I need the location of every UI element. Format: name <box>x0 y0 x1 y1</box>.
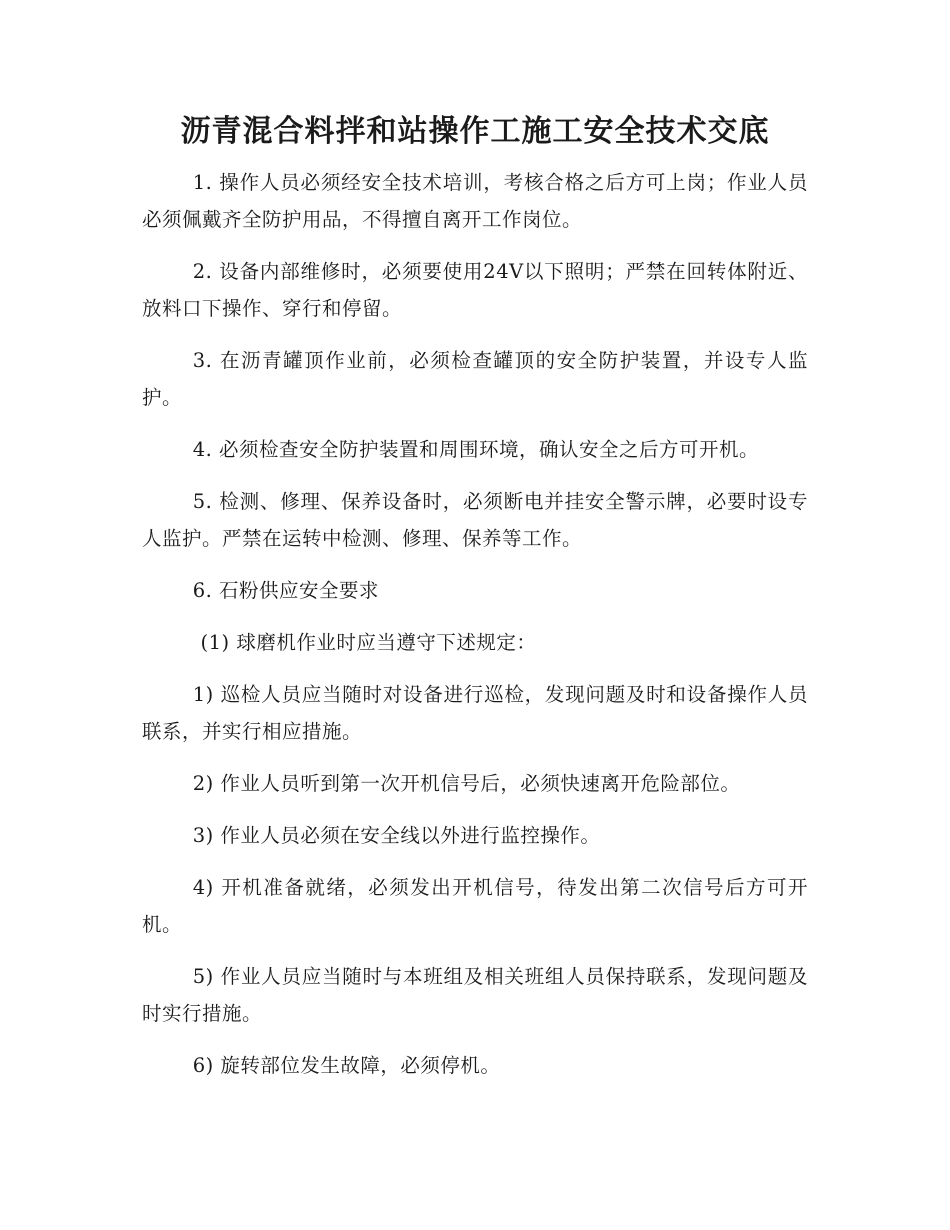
paragraph-item-4: 4. 必须检查安全防护装置和周围环境，确认安全之后方可开机。 <box>192 438 759 461</box>
paragraph-item-2: 2. 设备内部维修时，必须要使用24V以下照明；严禁在回转体附近、放料口下操作、穿行和停留。 <box>142 260 808 320</box>
paragraph-item-5: 5. 检测、修理、保养设备时，必须断电并挂安全警示牌，必要时设专人监护。严禁在运转中检测、修理、保养等工作。 <box>142 490 808 550</box>
rule-item-4: 4) 开机准备就绪，必须发出开机信号，待发出第二次信号后方可开机。 <box>142 876 808 936</box>
rule-item-2: 2) 作业人员听到第一次开机信号后，必须快速离开危险部位。 <box>192 772 741 795</box>
document-body <box>142 164 808 1099</box>
section-heading-stone-powder: 6. 石粉供应安全要求 <box>192 579 379 602</box>
paragraph-item-3: 3. 在沥青罐顶作业前，必须检查罐顶的安全防护装置，并设专人监护。 <box>142 349 808 409</box>
rule-item-5: 5) 作业人员应当随时与本班组及相关班组人员保持联系，发现问题及时实行措施。 <box>142 965 808 1025</box>
document-title: 沥青混合料拌和站操作工施工安全技术交底 <box>180 114 770 149</box>
paragraph-item-1: 1. 操作人员必须经安全技术培训，考核合格之后方可上岗；作业人员必须佩戴齐全防护用品，不得擅自离开工作岗位。 <box>142 171 808 231</box>
rule-item-3: 3) 作业人员必须在安全线以外进行监控操作。 <box>192 824 601 847</box>
rule-item-1: 1) 巡检人员应当随时对设备进行巡检，发现问题及时和设备操作人员联系，并实行相应措施。 <box>142 683 808 743</box>
rule-item-6: 6) 旋转部位发生故障，必须停机。 <box>192 1054 501 1077</box>
subsection-heading-ball-mill: (1) 球磨机作业时应当遵守下述规定： <box>200 631 537 654</box>
